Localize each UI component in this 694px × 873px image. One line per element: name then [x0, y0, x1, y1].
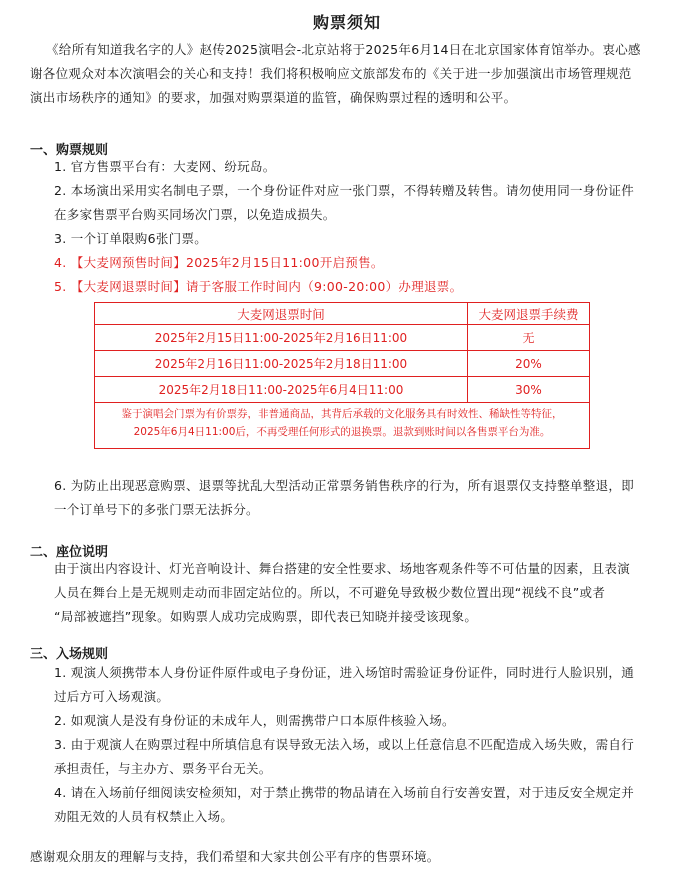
closing-text: 感谢观众朋友的理解与支持，我们希望和大家共创公平有序的售票环境。: [30, 849, 440, 864]
table-cell-fee: 20%: [468, 351, 590, 377]
rule-item: 2. 本场演出采用实名制电子票，一个身份证件对应一张门票，不得转赠及转售。请勿使用同一身份证件: [54, 183, 635, 198]
section-heading: 三、入场规则: [30, 647, 109, 662]
table-header-cell: 大麦网退票时间: [95, 303, 468, 325]
entry-rule-line: 承担责任，与主办方、票务平台无关。: [54, 761, 272, 776]
refund-fee-table: [94, 302, 590, 449]
table-note-line: 鉴于演唱会门票为有价票券，非普通商品，其背后承载的文化服务具有时效性、稀缺性等特征，: [121, 408, 563, 420]
entry-rule-line: 劝阻无效的人员有权禁止入场。: [54, 809, 234, 824]
table-cell-fee: 30%: [468, 377, 590, 403]
rule-item: 3. 一个订单限购6张门票。: [54, 231, 208, 246]
table-row: [95, 325, 590, 351]
intro-line: 《给所有知道我名字的人》赵传2025演唱会-北京站将于2025年6月14日在北京国家体育馆举办。衷心感: [46, 42, 641, 57]
section-heading: 二、座位说明: [30, 545, 109, 560]
rule-item-line: 6. 为防止出现恶意购票、退票等扰乱大型活动正常票务销售秩序的行为，所有退票仅支持整单整退，即: [54, 478, 635, 493]
entry-rule-line: 2. 如观演人是没有身份证的未成年人，则需携带户口本原件核验入场。: [54, 713, 455, 728]
entry-rule-line: 过后方可入场观演。: [54, 689, 170, 704]
rule-item-refund: 5. 【大麦网退票时间】请于客服工作时间内（9:00-20:00）办理退票。: [54, 279, 463, 294]
rule-item: 1. 官方售票平台有：大麦网、纷玩岛。: [54, 159, 276, 174]
table-row: [95, 377, 590, 403]
entry-rule-line: 3. 由于观演人在购票过程中所填信息有误导致无法入场，或以上任意信息不匹配造成入场失败，需自行: [54, 737, 635, 752]
table-row: [95, 351, 590, 377]
entry-rule-line: 1. 观演人须携带本人身份证件原件或电子身份证，进入场馆时需验证身份证件，同时进行人脸识别，通: [54, 665, 635, 680]
table-header-row: [95, 303, 590, 325]
table-cell-period: 2025年2月16日11:00-2025年2月18日11:00: [95, 351, 468, 377]
table-cell-period: 2025年2月18日11:00-2025年6月4日11:00: [95, 377, 468, 403]
table-note-line: 2025年6月4日11:00后，不再受理任何形式的退换票。退款到账时间以各售票平台为准。: [133, 426, 551, 438]
rule-item-line: 一个订单号下的多张门票无法拆分。: [54, 502, 259, 517]
intro-line: 谢各位观众对本次演唱会的关心和支持！我们将积极响应文旅部发布的《关于进一步加强演出市场管理规范: [30, 66, 632, 81]
section-line: “局部被遮挡”现象。如购票人成功完成购票，即代表已知晓并接受该现象。: [54, 609, 478, 624]
section-line: 由于演出内容设计、灯光音响设计、舞台搭建的安全性要求、场地客观条件等不可估量的因素，且表演: [54, 561, 631, 576]
rule-item: 在多家售票平台购买同场次门票，以免造成损失。: [54, 207, 336, 222]
page-title: 购票须知: [312, 13, 381, 32]
table-header-cell: 大麦网退票手续费: [468, 303, 590, 325]
table-note-row: [95, 403, 590, 449]
entry-rule-line: 4. 请在入场前仔细阅读安检须知，对于禁止携带的物品请在入场前自行安善安置，对于违反安全规定并: [54, 785, 635, 800]
rule-item-presale: 4. 【大麦网预售时间】2025年2月15日11:00开启预售。: [54, 255, 384, 270]
table-cell-fee: 无: [468, 325, 590, 351]
section-line: 人员在舞台上是无规则走动而非固定站位的。所以，不可避免导致极少数位置出现“视线不良”或者: [54, 585, 606, 600]
table-note: [95, 403, 590, 449]
table-cell-period: 2025年2月15日11:00-2025年2月16日11:00: [95, 325, 468, 351]
section-heading: 一、购票规则: [30, 143, 109, 158]
intro-line: 演出市场秩序的通知》的要求，加强对购票渠道的监管，确保购票过程的透明和公平。: [30, 90, 517, 105]
